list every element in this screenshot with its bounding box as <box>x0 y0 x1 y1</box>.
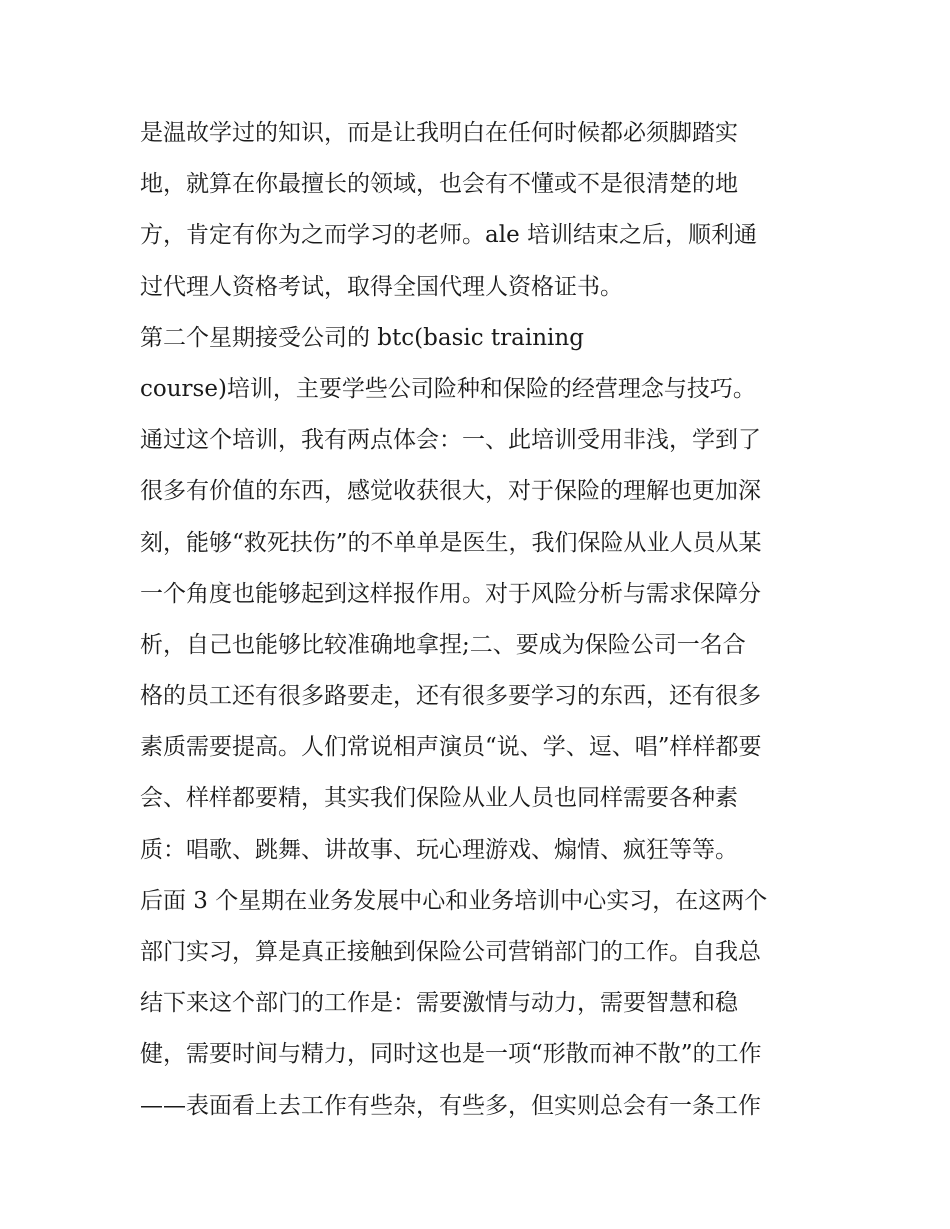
text-line: 后面 3 个星期在业务发展中心和业务培训中心实习，在这两个 <box>140 887 768 914</box>
text-line: 第二个星期接受公司的 btc(basic training <box>140 324 584 351</box>
text-line: 格的员工还有很多路要走，还有很多要学习的东西，还有很多 <box>140 683 761 710</box>
text-line: 健，需要时间与精力，同时这也是一项“形散而神不散”的工作 <box>140 1041 762 1068</box>
text-line: 会、样样都要精，其实我们保险从业人员也同样需要各种素 <box>140 785 738 812</box>
text-line: 质：唱歌、跳舞、讲故事、玩心理游戏、煽情、疯狂等等。 <box>140 836 738 863</box>
text-line: 析，自己也能够比较准确地拿捏;二、要成为保险公司一名合 <box>140 631 746 658</box>
text-line: 是温故学过的知识，而是让我明白在任何时候都必须脚踏实 <box>140 120 738 146</box>
text-line: 方，肯定有你为之而学习的老师。ale 培训结束之后，顺利通 <box>140 222 757 249</box>
text-line: course)培训，主要学些公司险种和保险的经营理念与技巧。 <box>140 375 756 402</box>
body-text <box>140 108 820 1132</box>
text-line: 部门实习，算是真正接触到保险公司营销部门的工作。自我总 <box>140 939 761 965</box>
text-line: 结下来这个部门的工作是：需要激情与动力，需要智慧和稳 <box>140 990 738 1017</box>
text-line: 刻，能够“救死扶伤”的不单单是医生，我们保险从业人员从某 <box>140 529 762 556</box>
text-line: 通过这个培训，我有两点体会：一、此培训受用非浅，学到了 <box>140 427 761 454</box>
text-line: 过代理人资格考试，取得全国代理人资格证书。 <box>140 273 623 300</box>
text-line: 一个角度也能够起到这样报作用。对于风险分析与需求保障分 <box>140 580 761 607</box>
text-line: 很多有价值的东西，感觉收获很大，对于保险的理解也更加深 <box>140 478 761 505</box>
text-line: 素质需要提高。人们常说相声演员“说、学、逗、唱”样样都要 <box>140 734 762 761</box>
text-line: ——表面看上去工作有些杂，有些多，但实则总会有一条工作 <box>140 1092 761 1119</box>
text-line: 地，就算在你最擅长的领域，也会有不懂或不是很清楚的地 <box>140 171 738 198</box>
